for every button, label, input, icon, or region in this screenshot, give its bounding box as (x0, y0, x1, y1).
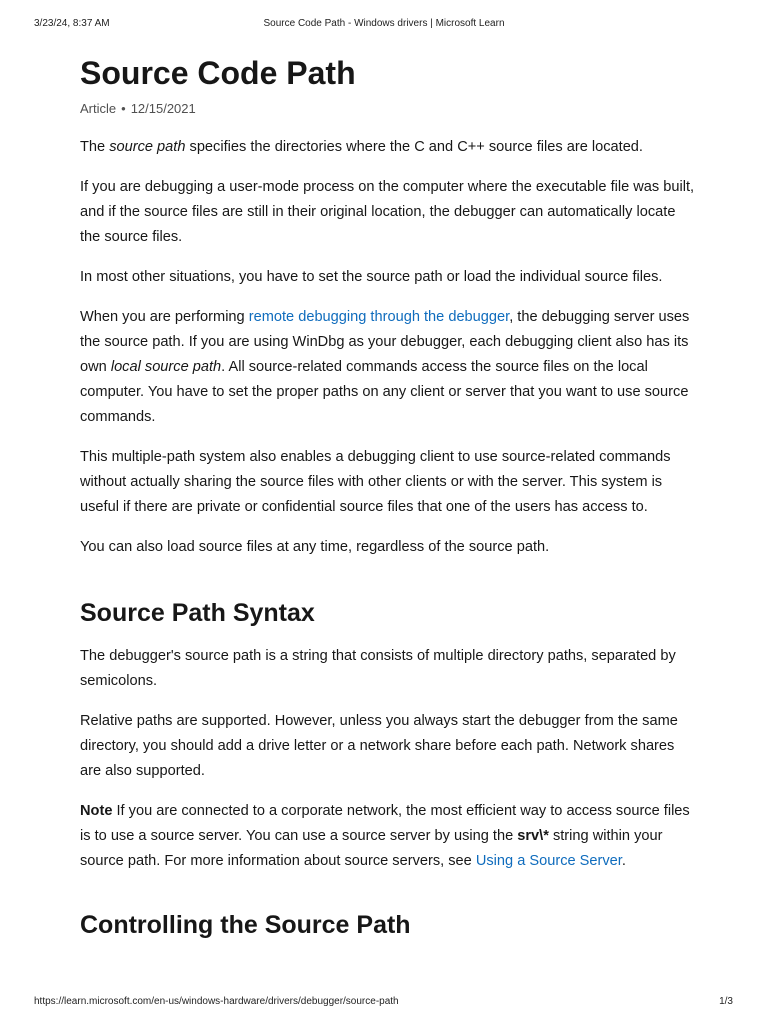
article-type: Article (80, 101, 117, 116)
paragraph-relative-paths: Relative paths are supported. However, unless you always start the debugger from the same directory, you should add a drive letter or a network share before each path. Network shares are also supported. (80, 713, 678, 779)
term-source-path: source path (109, 139, 186, 155)
print-footer (0, 996, 768, 1010)
note-label: Note (80, 803, 113, 819)
paragraph-other-situations: In most other situations, you have to set the source path or load the individual source files. (80, 269, 663, 285)
print-url: https://learn.microsoft.com/en-us/windows-hardware/drivers/debugger/source-path (34, 996, 399, 1007)
term-local-source-path: local source path (110, 359, 222, 375)
print-header (0, 18, 768, 32)
paragraph-remote-debugging: When you are performing remote debugging through the debugger, the debugging server uses the source path. If you are using WinDbg as your debugger, each debugging client also has its own local source path. All source-related commands access the source files on the local computer. You have to set the proper paths on any client or server that you want to use source commands. (80, 309, 690, 425)
heading-controlling-source-path: Controlling the Source Path (80, 911, 411, 939)
print-date: 3/23/24, 8:37 AM (34, 18, 110, 29)
srv-code: srv\* (517, 828, 549, 844)
note-paragraph: Note If you are connected to a corporate network, the most efficient way to access source files is to use a source server. You can use a source server by using the srv\* string within your source path. For more information about source servers, see Using a Source Server. (80, 803, 690, 869)
paragraph-load-source: You can also load source files at any time, regardless of the source path. (80, 539, 550, 555)
paragraph-intro: The source path specifies the directories where the C and C++ source files are located. (80, 139, 643, 155)
remote-debugging-link[interactable]: remote debugging through the debugger (248, 309, 510, 325)
article-date: 12/15/2021 (130, 101, 196, 116)
paragraph-syntax: The debugger's source path is a string that consists of multiple directory paths, separated by semicolons. (80, 648, 676, 689)
page-title: Source Code Path (80, 55, 356, 91)
print-page-title: Source Code Path - Windows drivers | Microsoft Learn (263, 18, 505, 29)
paragraph-multiple-path: This multiple-path system also enables a debugging client to use source-related commands without actually sharing the source files with other clients or with the server. This system is useful if there are private or confidential source files that one of the users has access to. (80, 449, 671, 515)
heading-source-path-syntax: Source Path Syntax (80, 599, 315, 627)
page-number: 1/3 (719, 996, 733, 1007)
article-content (80, 50, 695, 943)
paragraph-user-mode: If you are debugging a user-mode process on the computer where the executable file was built, and if the source files are still in their original location, the debugger can automatically locate the source files. (80, 179, 695, 245)
article-meta (80, 100, 695, 118)
meta-separator: • (121, 101, 126, 116)
source-server-link[interactable]: Using a Source Server (475, 853, 622, 869)
